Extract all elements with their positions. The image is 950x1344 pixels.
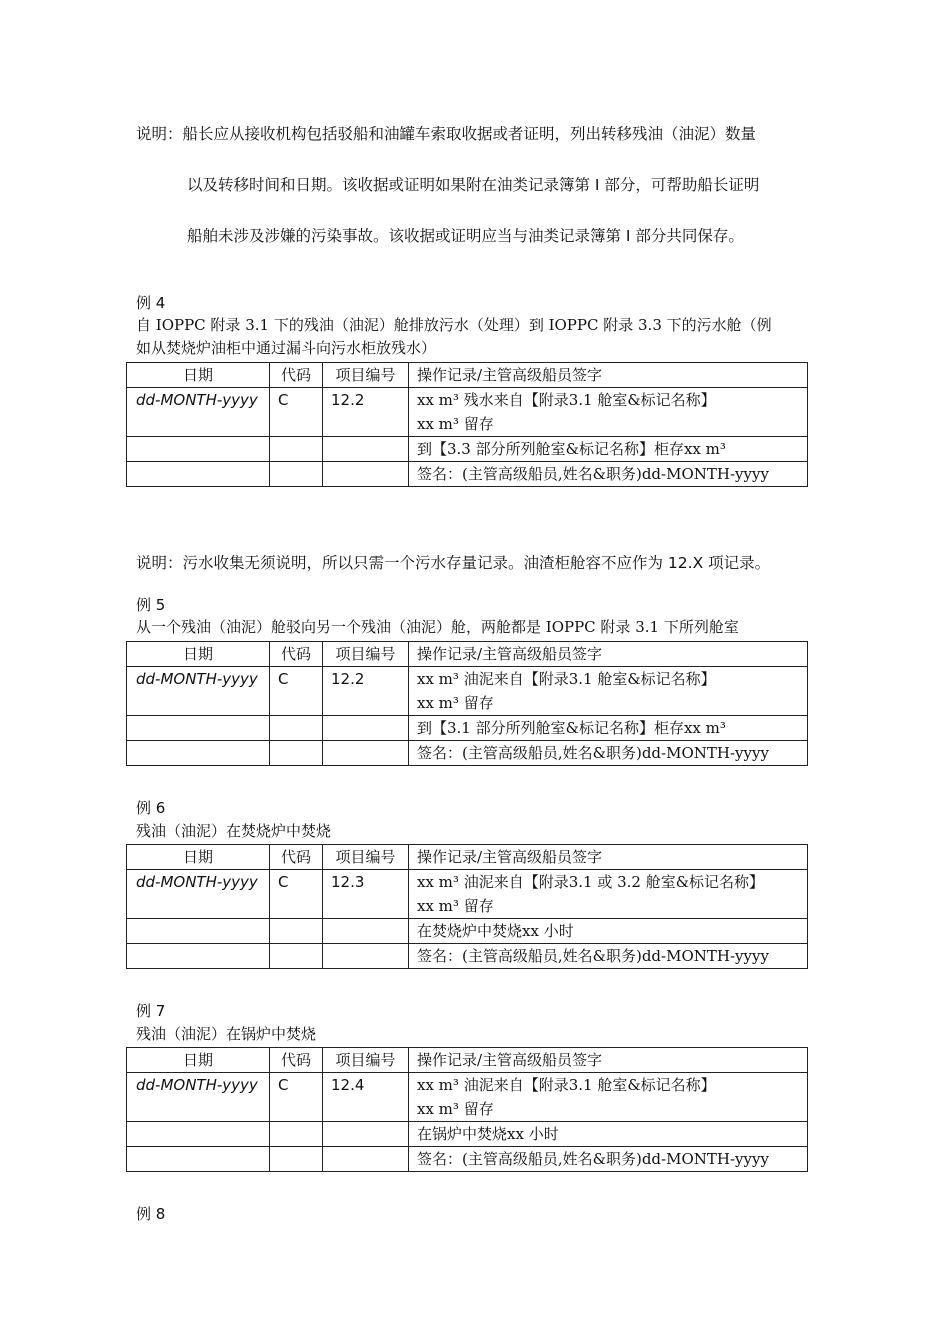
entry-item-number: 12.3 xyxy=(323,870,409,919)
table-header-row xyxy=(127,642,808,667)
table-row xyxy=(127,741,808,766)
entry-item-number: 12.2 xyxy=(323,667,409,716)
note-line-2: 以及转移时间和日期。该收据或证明如果附在油类记录簿第 I 部分，可帮助船长证明 xyxy=(187,176,760,194)
note-line-1: 说明：船长应从接收机构包括驳船和油罐车索取收据或者证明，列出转移残油（油泥）数量 xyxy=(136,125,757,143)
example-4-desc-line-1: 自 IOPPC 附录 3.1 下的残油（油泥）舱排放污水（处理）到 IOPPC 附录 3.3 下的污水舱（例 xyxy=(136,316,772,334)
header-date: 日期 xyxy=(127,1048,270,1073)
example-5-description: 从一个残油（油泥）舱驳向另一个残油（油泥）舱，两舱都是 IOPPC 附录 3.1 下所列舱室 xyxy=(136,618,739,636)
table-row xyxy=(127,1122,808,1147)
header-code: 代码 xyxy=(270,845,323,870)
table-row xyxy=(127,437,808,462)
operation-retained-line: xx m³ 留存 xyxy=(417,415,494,433)
operation-destination-line: 到【3.1 部分所列舱室&标记名称】柜存xx m³ xyxy=(409,716,808,741)
entry-operations xyxy=(409,388,808,437)
operation-signature-line: 签名：(主管高级船员,姓名&职务)dd-MONTH-yyyy xyxy=(409,944,808,969)
example-7-label: 例 7 xyxy=(136,1002,166,1020)
table-header-row xyxy=(127,1048,808,1073)
table-row xyxy=(127,667,808,716)
example-4-label: 例 4 xyxy=(136,294,166,312)
entry-code: C xyxy=(270,667,323,716)
operation-retained-line: xx m³ 留存 xyxy=(417,694,494,712)
table-header-row xyxy=(127,845,808,870)
header-code: 代码 xyxy=(270,363,323,388)
operation-signature-line: 签名：(主管高级船员,姓名&职务)dd-MONTH-yyyy xyxy=(409,1147,808,1172)
table-header-row xyxy=(127,363,808,388)
table-row xyxy=(127,870,808,919)
entry-date: dd-MONTH-yyyy xyxy=(127,870,270,919)
header-operations: 操作记录/主管高级船员签字 xyxy=(409,363,808,388)
example-4-desc-line-2: 如从焚烧炉油柜中通过漏斗向污水柜放残水） xyxy=(136,339,437,357)
entry-operations xyxy=(409,667,808,716)
example-5-label: 例 5 xyxy=(136,596,166,614)
example-7-description: 残油（油泥）在锅炉中焚烧 xyxy=(136,1025,317,1043)
header-item-number: 项目编号 xyxy=(323,845,409,870)
header-date: 日期 xyxy=(127,845,270,870)
example-7-table xyxy=(126,1047,808,1172)
header-operations: 操作记录/主管高级船员签字 xyxy=(409,1048,808,1073)
operation-source-line: xx m³ 油泥来自【附录3.1 或 3.2 舱室&标记名称】 xyxy=(417,873,765,891)
entry-operations xyxy=(409,1073,808,1122)
entry-date: dd-MONTH-yyyy xyxy=(127,667,270,716)
table-row xyxy=(127,388,808,437)
entry-item-number: 12.2 xyxy=(323,388,409,437)
header-item-number: 项目编号 xyxy=(323,363,409,388)
operation-source-line: xx m³ 油泥来自【附录3.1 舱室&标记名称】 xyxy=(417,670,716,688)
header-code: 代码 xyxy=(270,642,323,667)
table-row xyxy=(127,1147,808,1172)
table-row xyxy=(127,462,808,487)
entry-code: C xyxy=(270,388,323,437)
header-code: 代码 xyxy=(270,1048,323,1073)
operation-signature-line: 签名：(主管高级船员,姓名&职务)dd-MONTH-yyyy xyxy=(409,462,808,487)
header-operations: 操作记录/主管高级船员签字 xyxy=(409,642,808,667)
note-line-3: 船舶未涉及涉嫌的污染事故。该收据或证明应当与油类记录簿第 I 部分共同保存。 xyxy=(187,227,744,245)
header-item-number: 项目编号 xyxy=(323,642,409,667)
example-6-label: 例 6 xyxy=(136,799,166,817)
operation-destination-line: 到【3.3 部分所列舱室&标记名称】柜存xx m³ xyxy=(409,437,808,462)
header-date: 日期 xyxy=(127,363,270,388)
example-6-description: 残油（油泥）在焚烧炉中焚烧 xyxy=(136,822,332,840)
table-row xyxy=(127,944,808,969)
operation-source-line: xx m³ 残水来自【附录3.1 舱室&标记名称】 xyxy=(417,391,716,409)
example-6-table xyxy=(126,844,808,969)
entry-code: C xyxy=(270,870,323,919)
table-row xyxy=(127,716,808,741)
example-5-table xyxy=(126,641,808,766)
operation-retained-line: xx m³ 留存 xyxy=(417,897,494,915)
entry-code: C xyxy=(270,1073,323,1122)
example-4-description xyxy=(136,314,826,360)
operation-incineration-line: 在锅炉中焚烧xx 小时 xyxy=(409,1122,808,1147)
table-row xyxy=(127,1073,808,1122)
header-operations: 操作记录/主管高级船员签字 xyxy=(409,845,808,870)
note-receipt-explanation xyxy=(136,121,816,250)
operation-signature-line: 签名：(主管高级船员,姓名&职务)dd-MONTH-yyyy xyxy=(409,741,808,766)
entry-operations xyxy=(409,870,808,919)
operation-incineration-line: 在焚烧炉中焚烧xx 小时 xyxy=(409,919,808,944)
entry-item-number: 12.4 xyxy=(323,1073,409,1122)
note-sewage-explanation: 说明：污水收集无须说明，所以只需一个污水存量记录。油渣柜舱容不应作为 12.X 项记录。 xyxy=(136,554,771,572)
operation-source-line: xx m³ 油泥来自【附录3.1 舱室&标记名称】 xyxy=(417,1076,716,1094)
example-8-label: 例 8 xyxy=(136,1205,166,1223)
entry-date: dd-MONTH-yyyy xyxy=(127,1073,270,1122)
entry-date: dd-MONTH-yyyy xyxy=(127,388,270,437)
header-date: 日期 xyxy=(127,642,270,667)
operation-retained-line: xx m³ 留存 xyxy=(417,1100,494,1118)
header-item-number: 项目编号 xyxy=(323,1048,409,1073)
example-4-table xyxy=(126,362,808,487)
table-row xyxy=(127,919,808,944)
